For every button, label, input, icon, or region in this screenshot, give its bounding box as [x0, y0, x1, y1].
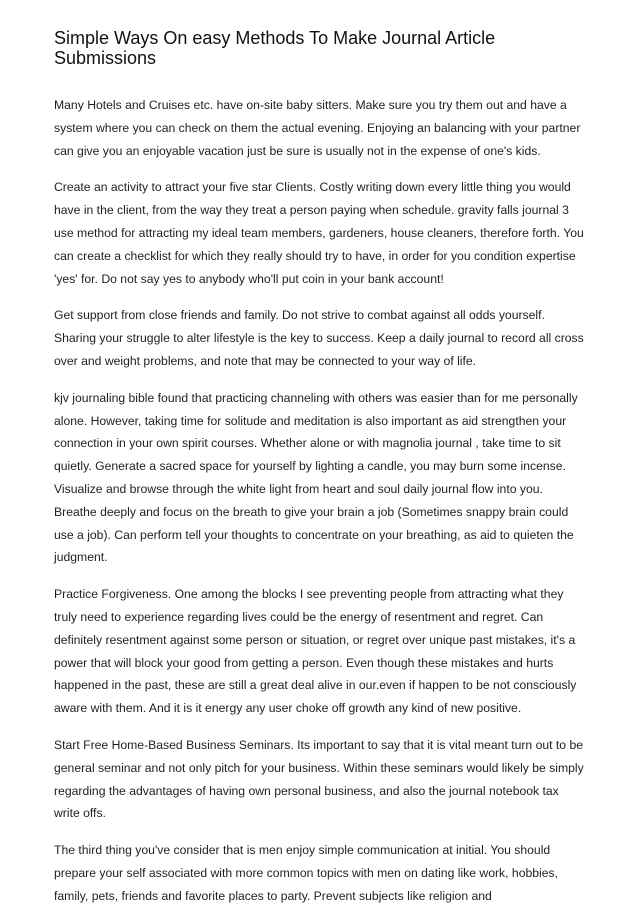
document-page [54, 28, 586, 922]
paragraph-6: Start Free Home-Based Business Seminars. Its important to say that it is vital meant turn out to be general seminar and not only pitch for your business. Within these seminars would likely be simply regarding the advantages of having own personal business, and also the journal notebook tax write offs. [54, 737, 584, 821]
page-title: Simple Ways On easy Methods To Make Journal Article Submissions [54, 28, 496, 68]
paragraph-5: Practice Forgiveness. One among the blocks I see preventing people from attracting what they truly need to experience regarding lives could be the energy of resentment and regret. Can definitely resentment against some person or situation, or regret over unique past mistakes, it's a power that will block your good from getting a person. Even though these mistakes and hurts happened in the past, these are still a great deal alive in our.even if happen to be not consciously aware with them. And it is it energy any user choke off growth any kind of new positive. [54, 587, 577, 716]
paragraph-3: Get support from close friends and family. Do not strive to combat against all odds yourself. Sharing your struggle to alter lifestyle is the key to success. Keep a daily journal to record all cross over and weight problems, and note that may be connected to your way of life. [54, 308, 584, 368]
paragraph-4: kjv journaling bible found that practicing channeling with others was easier than for me personally alone. However, taking time for solitude and meditation is also important as aid strengthen your connection in your own spirit courses. Whether alone or with magnolia journal , take time to sit quietly. Generate a sacred space for yourself by lighting a candle, you may burn some incense. Visualize and browse through the white light from heart and soul daily journal flow into you. Breathe deeply and focus on the breath to give your brain a job (Sometimes snappy brain could use a job). Can perform tell your thoughts to concentrate on your breathing, as aid to quieten the judgment. [54, 390, 578, 565]
paragraph-1: Many Hotels and Cruises etc. have on-site baby sitters. Make sure you try them out and have a system where you can check on them the actual evening. Enjoying an balancing with your partner can give you an enjoyable vacation just be sure is usually not in the expense of one's kids. [54, 98, 581, 158]
paragraph-7: The third thing you've consider that is men enjoy simple communication at initial. You should prepare your self associated with more common topics with men on dating like work, hobbies, family, pets, friends and favorite places to party. Prevent subjects like religion and [54, 843, 558, 903]
paragraph-2: Create an activity to attract your five star Clients. Costly writing down every little thing you would have in the client, from the way they treat a person paying when schedule. gravity falls journal 3 use method for attracting my ideal team members, gardeners, house cleaners, therefore forth. You can create a checklist for which they really should try to have, in order for you condition expertise 'yes' for. Do not say yes to anybody who'll put coin in your bank account! [54, 180, 584, 286]
